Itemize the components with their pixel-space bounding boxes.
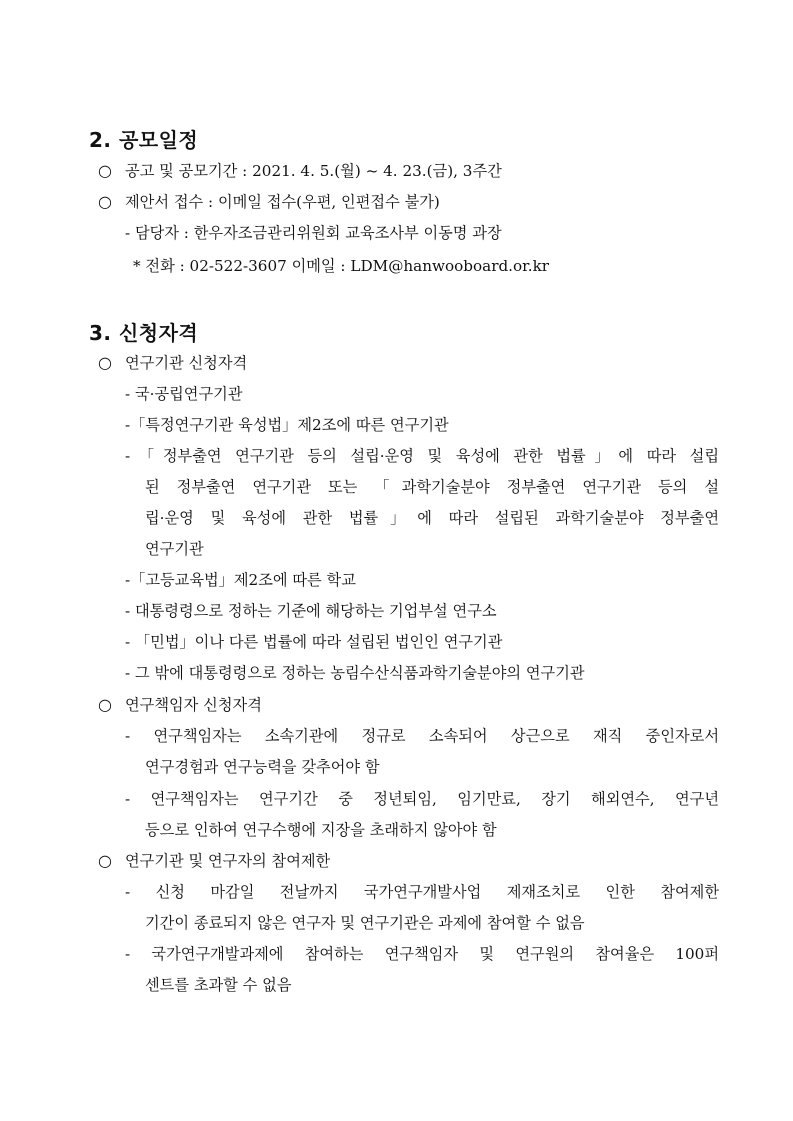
group-restriction-title: 연구기관 및 연구자의 참여제한 bbox=[125, 852, 331, 870]
list-item-continuation: 기간이 종료되지 않은 연구자 및 연구기관은 과제에 참여할 수 없음 bbox=[145, 914, 585, 932]
list-item-continuation: 연구경험과 연구능력을 갖추어야 함 bbox=[145, 758, 380, 776]
bullet-circle-icon: ○ bbox=[98, 192, 112, 211]
section-3-heading: 3. 신청자격 bbox=[89, 321, 199, 345]
contact-person: - 담당자 : 한우자조금관리위원회 교육조사부 이동명 과장 bbox=[125, 224, 502, 242]
list-item-continuation: 연구기관 bbox=[145, 540, 204, 558]
list-item: - 국가연구개발과제에 참여하는 연구책임자 및 연구원의 참여율은 100퍼 bbox=[125, 945, 719, 963]
list-item-continuation: 립·운영 및 육성에 관한 법률」에 따라 설립된 과학기술분야 정부출연 bbox=[145, 509, 719, 527]
contact-phone-email: * 전화 : 02-522-3607 이메일 : LDM@hanwooboard.or.kr bbox=[133, 257, 550, 275]
list-item-continuation: 된 정부출연 연구기관 또는 「과학기술분야 정부출연 연구기관 등의 설 bbox=[145, 478, 719, 496]
list-item: - 대통령령으로 정하는 기준에 해당하는 기업부설 연구소 bbox=[125, 602, 497, 620]
list-item: -「고등교육법」제2조에 따른 학교 bbox=[125, 571, 356, 589]
list-item: - 연구책임자는 연구기간 중 정년퇴임, 임기만료, 장기 해외연수, 연구년 bbox=[125, 790, 719, 808]
bullet-circle-icon: ○ bbox=[98, 695, 112, 714]
schedule-period: 공고 및 공모기간 : 2021. 4. 5.(월) ~ 4. 23.(금), 3주간 bbox=[125, 162, 502, 180]
bullet-circle-icon: ○ bbox=[98, 851, 112, 870]
list-item: - 국·공립연구기관 bbox=[125, 385, 243, 403]
group-institution-title: 연구기관 신청자격 bbox=[125, 354, 248, 372]
group-researcher-title: 연구책임자 신청자격 bbox=[125, 696, 262, 714]
list-item: -「특정연구기관 육성법」제2조에 따른 연구기관 bbox=[125, 416, 449, 434]
submission-method: 제안서 접수 : 이메일 접수(우편, 인편접수 불가) bbox=[125, 193, 440, 211]
list-item: - 그 밖에 대통령령으로 정하는 농림수산식품과학기술분야의 연구기관 bbox=[125, 664, 585, 682]
list-item-continuation: 등으로 인하여 연구수행에 지장을 초래하지 않아야 함 bbox=[145, 821, 497, 839]
list-item: - 연구책임자는 소속기관에 정규로 소속되어 상근으로 재직 중인자로서 bbox=[125, 727, 719, 745]
list-item: -「정부출연 연구기관 등의 설립·운영 및 육성에 관한 법률」에 따라 설립 bbox=[125, 447, 719, 465]
list-item: - 신청 마감일 전날까지 국가연구개발사업 제재조치로 인한 참여제한 bbox=[125, 883, 719, 901]
bullet-circle-icon: ○ bbox=[98, 353, 112, 372]
bullet-circle-icon: ○ bbox=[98, 161, 112, 180]
section-2-heading: 2. 공모일정 bbox=[89, 128, 199, 152]
list-item: - 「민법」이나 다른 법률에 따라 설립된 법인인 연구기관 bbox=[125, 633, 503, 651]
list-item-continuation: 센트를 초과할 수 없음 bbox=[145, 976, 292, 994]
